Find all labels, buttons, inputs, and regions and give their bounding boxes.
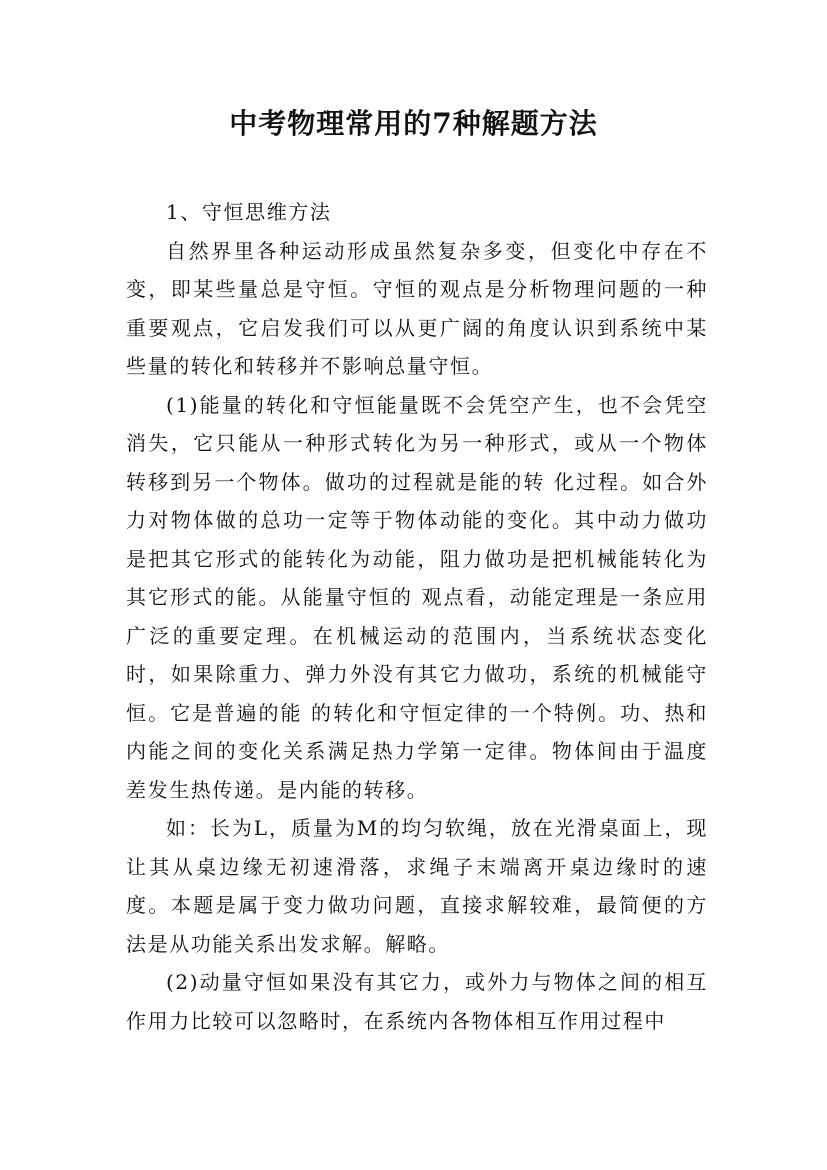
paragraph-intro: 自然界里各种运动形成虽然复杂多变，但变化中存在不变，即某些量总是守恒。守恒的观点是分析物理问题的一种重要观点，它启发我们可以从更广阔的角度认识到系统中某些量的转化和转移并不影响总量守恒。 <box>126 238 708 378</box>
section-heading: 1、守恒思维方法 <box>166 200 332 224</box>
document-title: 中考物理常用的7种解题方法 <box>229 107 598 140</box>
paragraph-energy-conservation: (1)能量的转化和守恒能量既不会凭空产生，也不会凭空消失，它只能从一种形式转化为另一种形式，或从一个物体转移到另一个物体。做功的过程就是能的转 化过程。如合外力对物体做的总功一定等于物体动能的变化。其中动力做功是把其它形式的能转化为动能，阻力做功是把机械能转化为其它形式的能。从能量守恒的 观点看，动能定理是一条应用广泛的重要定理。在机械运动的范围内，当系统状态变化时，如果除重力、弹力外没有其它力做功，系统的机械能守恒。它是普遍的能 的转化和守恒定律的一个特例。功、热和内能之间的变化关系满足热力学第一定律。物体间由于温度差发生热传递。是内能的转移。 <box>126 392 708 802</box>
document-body <box>126 193 708 1040</box>
paragraph-example: 如：长为L，质量为M的均匀软绳，放在光滑桌面上，现让其从桌边缘无初速滑落，求绳子末端离开桌边缘时的速度。本题是属于变力做功问题，直接求解较难，最简便的方法是从功能关系出发求解。解略。 <box>126 816 708 956</box>
paragraph-momentum-conservation: (2)动量守恒如果没有其它力，或外力与物体之间的相互作用力比较可以忽略时，在系统内各物体相互作用过程中 <box>126 970 708 1033</box>
